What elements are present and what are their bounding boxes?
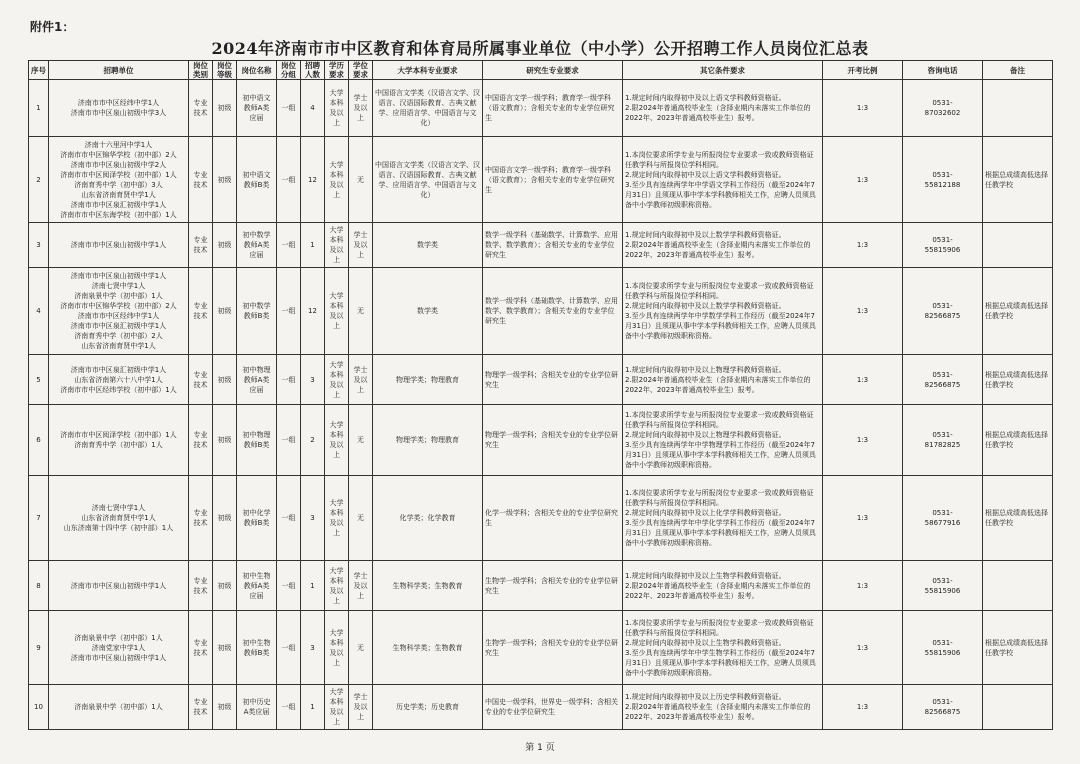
cell-undergrad: 生物科学类；生物教育 [373, 611, 483, 685]
cell-phone: 0531- 55815906 [903, 611, 983, 685]
cell-other: 1.本岗位要求所学专业与所报岗位专业要求一致或教师资格证任教学科与所报岗位学科相同。 2.规定时间内取得初中及以上生物学科教师资格证。 3.至少具有连续两学年中学生物学科工作经历（截至2024年7月31日）且须现从事中学本学科教师相关工作，应聘人员须具备中小学教师初级职称资格。 [623, 611, 823, 685]
cell-ratio: 1:3 [823, 137, 903, 223]
table-row [29, 223, 1053, 268]
cell-grade: 初级 [213, 611, 237, 685]
table-row [29, 137, 1053, 223]
cell-undergrad: 历史学类；历史教育 [373, 685, 483, 730]
cell-remark: 根据总成绩高低选择任教学校 [983, 405, 1053, 476]
header-remark: 备注 [983, 61, 1053, 80]
cell-degree: 无 [349, 405, 373, 476]
cell-post-name: 初中历史 A类应届 [237, 685, 277, 730]
cell-undergrad: 物理学类；物理教育 [373, 405, 483, 476]
cell-remark: 根据总成绩高低选择任教学校 [983, 355, 1053, 405]
cell-education: 大学 本科 及以 上 [325, 561, 349, 611]
cell-ratio: 1:3 [823, 405, 903, 476]
cell-education: 大学 本科 及以 上 [325, 355, 349, 405]
cell-grad: 物理学一级学科；含相关专业的专业学位研究生 [483, 355, 623, 405]
cell-group: 一组 [277, 476, 301, 561]
cell-group: 一组 [277, 561, 301, 611]
cell-degree: 无 [349, 137, 373, 223]
cell-unit: 济南七贤中学1人 山东省济南育贤中学1人 山东济南第十四中学（初中部）1人 [49, 476, 189, 561]
cell-phone: 0531- 82566875 [903, 268, 983, 355]
cell-ratio: 1:3 [823, 611, 903, 685]
table-row [29, 355, 1053, 405]
cell-phone: 0531- 55812188 [903, 137, 983, 223]
cell-group: 一组 [277, 223, 301, 268]
cell-post-name: 初中语文 教师A类 应届 [237, 80, 277, 137]
cell-grad: 中国语言文学一级学科；教育学一级学科（语文教育）；含相关专业的专业学位研究生 [483, 137, 623, 223]
cell-category: 专业 技术 [189, 405, 213, 476]
cell-other: 1.规定时间内取得初中及以上物理学科教师资格证。 2.限2024年普通高校毕业生（含择业期内未落实工作单位的2022年、2023年普通高校毕业生）报考。 [623, 355, 823, 405]
cell-category: 专业 技术 [189, 561, 213, 611]
cell-count: 3 [301, 476, 325, 561]
cell-grade: 初级 [213, 80, 237, 137]
cell-degree: 学士 及以 上 [349, 355, 373, 405]
cell-grade: 初级 [213, 561, 237, 611]
cell-phone: 0531- 58677916 [903, 476, 983, 561]
cell-degree: 学士 及以 上 [349, 685, 373, 730]
cell-other: 1.规定时间内取得初中及以上语文学科教师资格证。 2.限2024年普通高校毕业生（含择业期内未落实工作单位的2022年、2023年普通高校毕业生）报考。 [623, 80, 823, 137]
header-group: 岗位 分组 [277, 61, 301, 80]
cell-unit: 济南泉景中学（初中部）1人 济南党家中学1人 济南市市中区泉山初级中学1人 [49, 611, 189, 685]
cell-count: 12 [301, 137, 325, 223]
cell-other: 1.规定时间内取得初中及以上生物学科教师资格证。 2.限2024年普通高校毕业生（含择业期内未落实工作单位的2022年、2023年普通高校毕业生）报考。 [623, 561, 823, 611]
cell-grade: 初级 [213, 137, 237, 223]
cell-unit: 济南十六里河中学1人 济南市市中区锦华学校（初中部）2人 济南市市中区泉山初级中学2人 济南市市中区阅泽学校（初中部）1人 济南育秀中学（初中部）3人 山东省济南育贤中学1人 济南市市中区泉汇初级中学1人 济南市市中区东海学校（初中部）1人 [49, 137, 189, 223]
cell-post-name: 初中物理 教师B类 [237, 405, 277, 476]
header-grad: 研究生专业要求 [483, 61, 623, 80]
table-header-row [29, 61, 1053, 80]
cell-undergrad: 物理学类；物理教育 [373, 355, 483, 405]
table-body [29, 80, 1053, 730]
cell-count: 4 [301, 80, 325, 137]
cell-seq: 2 [29, 137, 49, 223]
cell-grad: 数学一级学科（基础数学、计算数学、应用数学、数学教育）；含相关专业的专业学位研究生 [483, 268, 623, 355]
header-unit: 招聘单位 [49, 61, 189, 80]
cell-undergrad: 生物科学类；生物教育 [373, 561, 483, 611]
cell-education: 大学 本科 及以 上 [325, 223, 349, 268]
cell-post-name: 初中物理 教师A类 应届 [237, 355, 277, 405]
header-count: 招聘 人数 [301, 61, 325, 80]
cell-phone: 0531- 81782825 [903, 405, 983, 476]
cell-education: 大学 本科 及以 上 [325, 685, 349, 730]
recruitment-table [28, 60, 1053, 730]
cell-ratio: 1:3 [823, 476, 903, 561]
cell-undergrad: 数学类 [373, 223, 483, 268]
cell-degree: 无 [349, 476, 373, 561]
cell-group: 一组 [277, 268, 301, 355]
header-seq: 序号 [29, 61, 49, 80]
cell-post-name: 初中化学 教师B类 [237, 476, 277, 561]
cell-education: 大学 本科 及以 上 [325, 405, 349, 476]
cell-other: 1.本岗位要求所学专业与所报岗位专业要求一致或教师资格证任教学科与所报岗位学科相同。 2.规定时间内取得初中及以上语文学科教师资格证。 3.至少具有连续两学年中学语文学科工作经历（截至2024年7月31日）且须现从事中学本学科教师相关工作，应聘人员须具备中小学教师初级职称资格。 [623, 137, 823, 223]
cell-count: 1 [301, 561, 325, 611]
cell-post-name: 初中生物 教师A类 应届 [237, 561, 277, 611]
cell-unit: 济南市市中区泉山初级中学1人 [49, 561, 189, 611]
cell-group: 一组 [277, 80, 301, 137]
table-row [29, 685, 1053, 730]
cell-degree: 学士 及以 上 [349, 561, 373, 611]
cell-grad: 物理学一级学科；含相关专业的专业学位研究生 [483, 405, 623, 476]
table-row [29, 80, 1053, 137]
cell-ratio: 1:3 [823, 223, 903, 268]
cell-category: 专业 技术 [189, 80, 213, 137]
cell-remark: 根据总成绩高低选择任教学校 [983, 611, 1053, 685]
cell-category: 专业 技术 [189, 137, 213, 223]
cell-undergrad: 中国语言文学类（汉语言文学、汉语言、汉语国际教育、古典文献学、应用语言学、中国语言与文化） [373, 80, 483, 137]
cell-ratio: 1:3 [823, 268, 903, 355]
cell-grade: 初级 [213, 476, 237, 561]
cell-group: 一组 [277, 405, 301, 476]
cell-undergrad: 化学类；化学教育 [373, 476, 483, 561]
cell-unit: 济南市市中区泉山初级中学1人 济南七贤中学1人 济南泉景中学（初中部）1人 济南市市中区锦华学校（初中部）2人 济南市市中区经纬中学1人 济南市市中区泉汇初级中学1人 济南育秀中学（初中部）2人 山东省济南育贤中学1人 [49, 268, 189, 355]
cell-seq: 5 [29, 355, 49, 405]
cell-seq: 1 [29, 80, 49, 137]
header-undergrad: 大学本科专业要求 [373, 61, 483, 80]
cell-grad: 中国史一级学科，世界史一级学科；含相关专业的专业学位研究生 [483, 685, 623, 730]
cell-remark [983, 80, 1053, 137]
cell-seq: 8 [29, 561, 49, 611]
cell-grad: 中国语言文学一级学科；教育学一级学科（语文教育）；含相关专业的专业学位研究生 [483, 80, 623, 137]
cell-unit: 济南市市中区泉山初级中学1人 [49, 223, 189, 268]
cell-grad: 数学一级学科（基础数学、计算数学、应用数学、数学教育）；含相关专业的专业学位研究生 [483, 223, 623, 268]
page-number: 第 1 页 [525, 743, 555, 753]
cell-phone: 0531- 82566875 [903, 355, 983, 405]
cell-count: 1 [301, 223, 325, 268]
cell-remark [983, 223, 1053, 268]
cell-other: 1.规定时间内取得初中及以上数学学科教师资格证。 2.限2024年普通高校毕业生（含择业期内未落实工作单位的2022年、2023年普通高校毕业生）报考。 [623, 223, 823, 268]
header-category: 岗位 类别 [189, 61, 213, 80]
cell-other: 1.规定时间内取得初中及以上历史学科教师资格证。 2.限2024年普通高校毕业生（含择业期内未落实工作单位的2022年、2023年普通高校毕业生）报考。 [623, 685, 823, 730]
cell-unit: 济南市市中区泉汇初级中学1人 山东省济南第六十八中学1人 济南市市中区经纬学校（初中部）1人 [49, 355, 189, 405]
table-row [29, 405, 1053, 476]
cell-grad: 化学一级学科；含相关专业的专业学位研究生 [483, 476, 623, 561]
cell-seq: 7 [29, 476, 49, 561]
cell-education: 大学 本科 及以 上 [325, 80, 349, 137]
cell-seq: 4 [29, 268, 49, 355]
header-education: 学历 要求 [325, 61, 349, 80]
cell-count: 2 [301, 405, 325, 476]
table-row [29, 561, 1053, 611]
cell-undergrad: 数学类 [373, 268, 483, 355]
cell-unit: 济南泉景中学（初中部）1人 [49, 685, 189, 730]
cell-education: 大学 本科 及以 上 [325, 611, 349, 685]
header-post-name: 岗位名称 [237, 61, 277, 80]
cell-phone: 0531- 55815906 [903, 561, 983, 611]
cell-post-name: 初中数学 教师A类 应届 [237, 223, 277, 268]
cell-post-name: 初中语文 教师B类 [237, 137, 277, 223]
cell-degree: 无 [349, 268, 373, 355]
cell-phone: 0531- 87032602 [903, 80, 983, 137]
cell-group: 一组 [277, 137, 301, 223]
cell-category: 专业 技术 [189, 223, 213, 268]
header-ratio: 开考比例 [823, 61, 903, 80]
header-degree: 学位 要求 [349, 61, 373, 80]
cell-phone: 0531- 55815906 [903, 223, 983, 268]
cell-other: 1.本岗位要求所学专业与所报岗位专业要求一致或教师资格证任教学科与所报岗位学科相同。 2.规定时间内取得初中及以上化学学科教师资格证。 3.至少具有连续两学年中学化学学科工作经历（截至2024年7月31日）且须现从事中学本学科教师相关工作，应聘人员须具备中小学教师初级职称资格。 [623, 476, 823, 561]
cell-ratio: 1:3 [823, 80, 903, 137]
table-row [29, 611, 1053, 685]
cell-category: 专业 技术 [189, 355, 213, 405]
cell-other: 1.本岗位要求所学专业与所报岗位专业要求一致或教师资格证任教学科与所报岗位学科相同。 2.规定时间内取得初中及以上数学学科教师资格证。 3.至少具有连续两学年中学数学学科工作经历（截至2024年7月31日）且须现从事中学本学科教师相关工作，应聘人员须具备中小学教师初级职称资格。 [623, 268, 823, 355]
cell-category: 专业 技术 [189, 476, 213, 561]
attachment-label: 附件1： [30, 20, 75, 34]
cell-grade: 初级 [213, 223, 237, 268]
cell-undergrad: 中国语言文学类（汉语言文学、汉语言、汉语国际教育、古典文献学、应用语言学、中国语言与文化） [373, 137, 483, 223]
header-other: 其它条件要求 [623, 61, 823, 80]
cell-grade: 初级 [213, 355, 237, 405]
cell-remark: 根据总成绩高低选择任教学校 [983, 268, 1053, 355]
cell-grade: 初级 [213, 268, 237, 355]
cell-grade: 初级 [213, 405, 237, 476]
cell-phone: 0531- 82566875 [903, 685, 983, 730]
cell-count: 3 [301, 355, 325, 405]
cell-grade: 初级 [213, 685, 237, 730]
page-title: 2024年济南市市中区教育和体育局所属事业单位（中小学）公开招聘工作人员岗位汇总表 [211, 39, 869, 58]
cell-remark [983, 561, 1053, 611]
cell-post-name: 初中数学 教师B类 [237, 268, 277, 355]
cell-education: 大学 本科 及以 上 [325, 268, 349, 355]
cell-education: 大学 本科 及以 上 [325, 476, 349, 561]
cell-other: 1.本岗位要求所学专业与所报岗位专业要求一致或教师资格证任教学科与所报岗位学科相同。 2.规定时间内取得初中及以上物理学科教师资格证。 3.至少具有连续两学年中学物理学科工作经历（截至2024年7月31日）且须现从事中学本学科教师相关工作，应聘人员须具备中小学教师初级职称资格。 [623, 405, 823, 476]
cell-degree: 学士 及以 上 [349, 80, 373, 137]
table-row [29, 268, 1053, 355]
header-phone: 咨询电话 [903, 61, 983, 80]
cell-degree: 学士 及以 上 [349, 223, 373, 268]
cell-unit: 济南市市中区经纬中学1人 济南市市中区泉山初级中学3人 [49, 80, 189, 137]
cell-count: 1 [301, 685, 325, 730]
cell-post-name: 初中生物 教师B类 [237, 611, 277, 685]
cell-category: 专业 技术 [189, 268, 213, 355]
cell-ratio: 1:3 [823, 685, 903, 730]
cell-ratio: 1:3 [823, 355, 903, 405]
cell-seq: 10 [29, 685, 49, 730]
cell-remark: 根据总成绩高低选择任教学校 [983, 476, 1053, 561]
cell-grad: 生物学一级学科；含相关专业的专业学位研究生 [483, 611, 623, 685]
cell-count: 12 [301, 268, 325, 355]
cell-group: 一组 [277, 611, 301, 685]
cell-education: 大学 本科 及以 上 [325, 137, 349, 223]
cell-grad: 生物学一级学科；含相关专业的专业学位研究生 [483, 561, 623, 611]
cell-seq: 9 [29, 611, 49, 685]
cell-degree: 无 [349, 611, 373, 685]
cell-seq: 6 [29, 405, 49, 476]
cell-category: 专业 技术 [189, 611, 213, 685]
cell-group: 一组 [277, 685, 301, 730]
cell-category: 专业 技术 [189, 685, 213, 730]
cell-seq: 3 [29, 223, 49, 268]
table-row [29, 476, 1053, 561]
cell-unit: 济南市市中区阅泽学校（初中部）1人 济南育秀中学（初中部）1人 [49, 405, 189, 476]
cell-group: 一组 [277, 355, 301, 405]
header-grade: 岗位 等级 [213, 61, 237, 80]
cell-ratio: 1:3 [823, 561, 903, 611]
cell-count: 3 [301, 611, 325, 685]
cell-remark [983, 685, 1053, 730]
cell-remark: 根据总成绩高低选择任教学校 [983, 137, 1053, 223]
